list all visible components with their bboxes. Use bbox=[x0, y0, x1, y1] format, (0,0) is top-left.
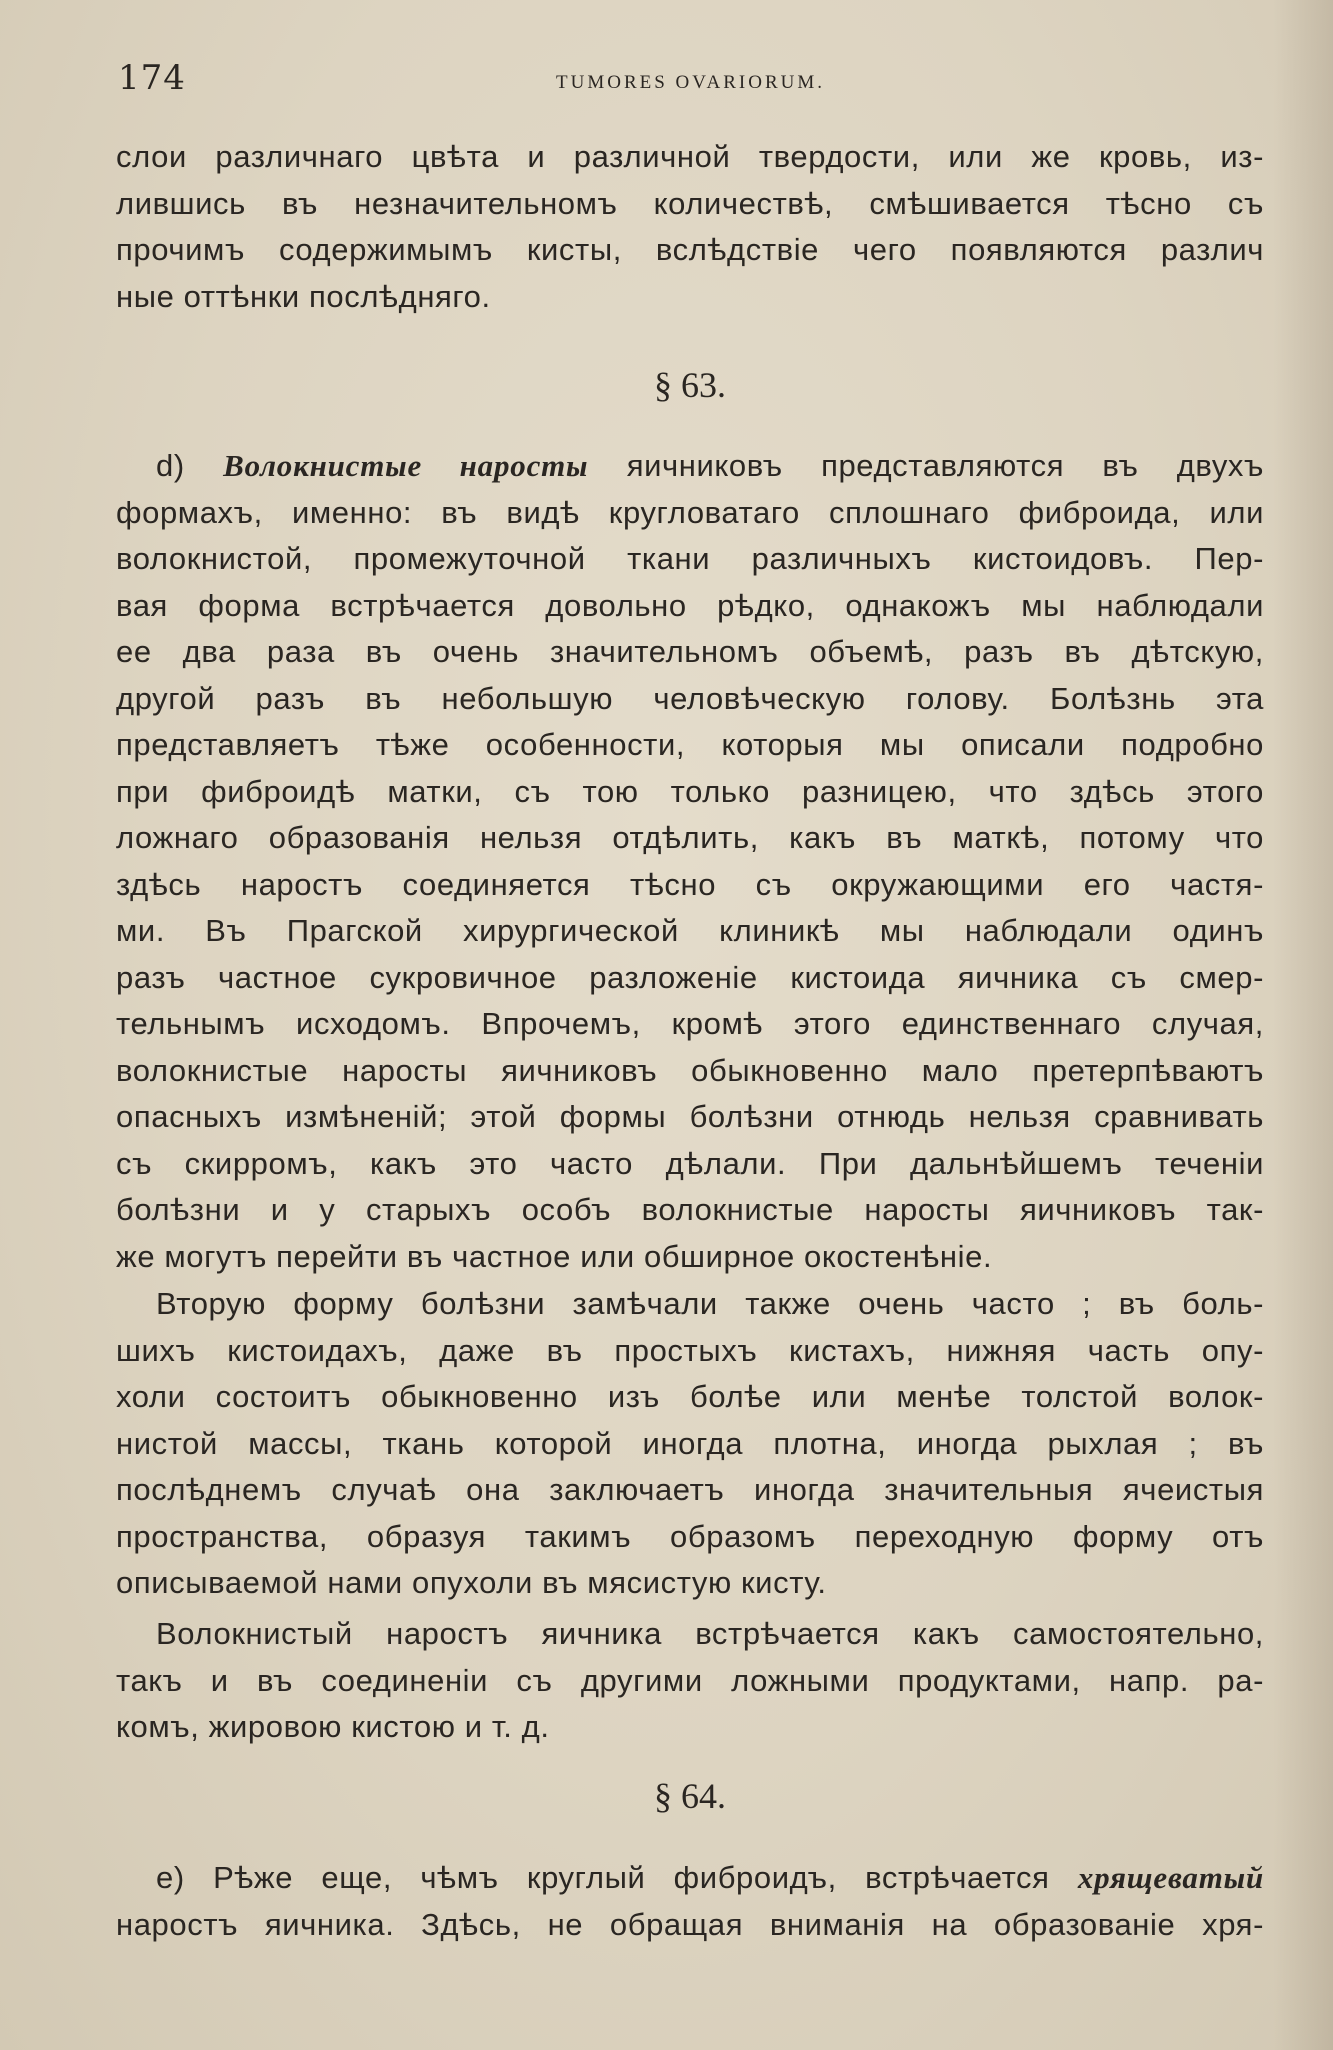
text-line: при фиброидѣ матки, съ тою только разницею, что здѣсь этого bbox=[116, 773, 1264, 809]
text-line: описываемой нами опухоли въ мясистую кисту. bbox=[116, 1565, 827, 1600]
text-line: волокнистой, промежуточной ткани различныхъ кистоидовъ. Пер- bbox=[116, 541, 1264, 576]
text-line: ее два раза въ очень значительномъ объемѣ, разъ въ дѣтскую, bbox=[116, 634, 1264, 669]
text-line bbox=[116, 1855, 1264, 1902]
paragraph-continuation bbox=[116, 134, 1264, 320]
text-line: формахъ, именно: въ видѣ кругловатаго сплошнаго фиброида, или bbox=[116, 494, 1264, 530]
text-line: Вторую форму болѣзни замѣчали также очень часто ; въ боль- bbox=[156, 1286, 1264, 1321]
text-line: лившись въ незначительномъ количествѣ, смѣшивается тѣсно съ bbox=[116, 185, 1264, 221]
text-line: прочимъ содержимымъ кисты, вслѣдствіе чего появляются различ bbox=[116, 232, 1264, 267]
text-line: ми. Въ Прагской хирургической клиникѣ мы наблюдали одинъ bbox=[116, 913, 1264, 948]
text-line: волокнистые наросты яичниковъ обыкновенно мало претерпѣваютъ bbox=[116, 1052, 1264, 1088]
text-line: наростъ яичника. Здѣсь, не обращая вниманія на образованіе хря- bbox=[116, 1906, 1264, 1942]
text-line: пространства, образуя такимъ образомъ переходную форму отъ bbox=[116, 1518, 1264, 1554]
text-line: холи состоитъ обыкновенно изъ болѣе или менѣе толстой волок- bbox=[116, 1379, 1264, 1414]
text-line bbox=[116, 443, 1264, 490]
text-line: нистой массы, ткань которой иногда плотна, иногда рыхлая ; въ bbox=[116, 1425, 1264, 1461]
text-line: представляетъ тѣже особенности, которыя мы описали подробно bbox=[116, 727, 1264, 762]
text-line: съ скирромъ, какъ это часто дѣлали. При дальнѣйшемъ теченіи bbox=[116, 1145, 1264, 1181]
text-line: опасныхъ измѣненій; этой формы болѣзни отнюдь нельзя сравнивать bbox=[116, 1099, 1264, 1134]
text-line: послѣднемъ случаѣ она заключаетъ иногда значительныя ячеистыя bbox=[116, 1472, 1264, 1507]
section-heading-64: § 64. bbox=[654, 1776, 726, 1816]
item-marker: d) bbox=[156, 448, 224, 483]
text-fragment: яичниковъ представляются въ двухъ bbox=[588, 448, 1264, 483]
text-line: другой разъ въ небольшую человѣческую голову. Болѣзнь эта bbox=[116, 680, 1264, 716]
page-gutter-shadow bbox=[1273, 0, 1333, 2050]
text-line: Волокнистый наростъ яичника встрѣчается какъ самостоятельно, bbox=[156, 1616, 1264, 1651]
running-head: TUMORES OVARIORUM. bbox=[556, 72, 826, 93]
text-line: комъ, жировою кистою и т. д. bbox=[116, 1709, 550, 1744]
text-line: же могутъ перейти въ частное или обширное окостенѣніе. bbox=[116, 1238, 993, 1274]
text-line: ложнаго образованія нельзя отдѣлить, какъ въ маткѣ, потому что bbox=[116, 820, 1264, 855]
text-line: шихъ кистоидахъ, даже въ простыхъ кистахъ, нижняя часть опу- bbox=[116, 1332, 1264, 1368]
text-line: здѣсь наростъ соединяется тѣсно съ окружающими его частя- bbox=[116, 866, 1264, 902]
paragraph-64-cartilaginous bbox=[116, 1855, 1264, 1948]
text-line: болѣзни и у старыхъ особъ волокнистые наросты яичниковъ так- bbox=[116, 1192, 1264, 1227]
italic-term: хрящеватый bbox=[1077, 1860, 1264, 1895]
text-fragment: е) Рѣже еще, чѣмъ круглый фиброидъ, встрѣчается bbox=[156, 1860, 1078, 1895]
paragraph-63-fibroids bbox=[116, 443, 1264, 1280]
paragraph-fibrous-growth bbox=[116, 1611, 1264, 1751]
page-header bbox=[118, 58, 1268, 108]
section-heading-63: § 63. bbox=[654, 365, 726, 405]
text-line: вая форма встрѣчается довольно рѣдко, однакожъ мы наблюдали bbox=[116, 587, 1264, 623]
text-line: слои различнаго цвѣта и различной твердости, или же кровь, из- bbox=[116, 139, 1264, 174]
text-line: такъ и въ соединеніи съ другими ложными продуктами, напр. ра- bbox=[116, 1662, 1264, 1698]
text-line: ные оттѣнки послѣдняго. bbox=[116, 278, 491, 314]
text-line: тельнымъ исходомъ. Впрочемъ, кромѣ этого единственнаго случая, bbox=[116, 1006, 1264, 1041]
paragraph-second-form bbox=[116, 1281, 1264, 1607]
italic-term: Волокнистые наросты bbox=[223, 448, 589, 483]
text-line: разъ частное сукровичное разложеніе кистоида яичника съ смер- bbox=[116, 959, 1264, 995]
page-number: 174 bbox=[118, 58, 186, 98]
